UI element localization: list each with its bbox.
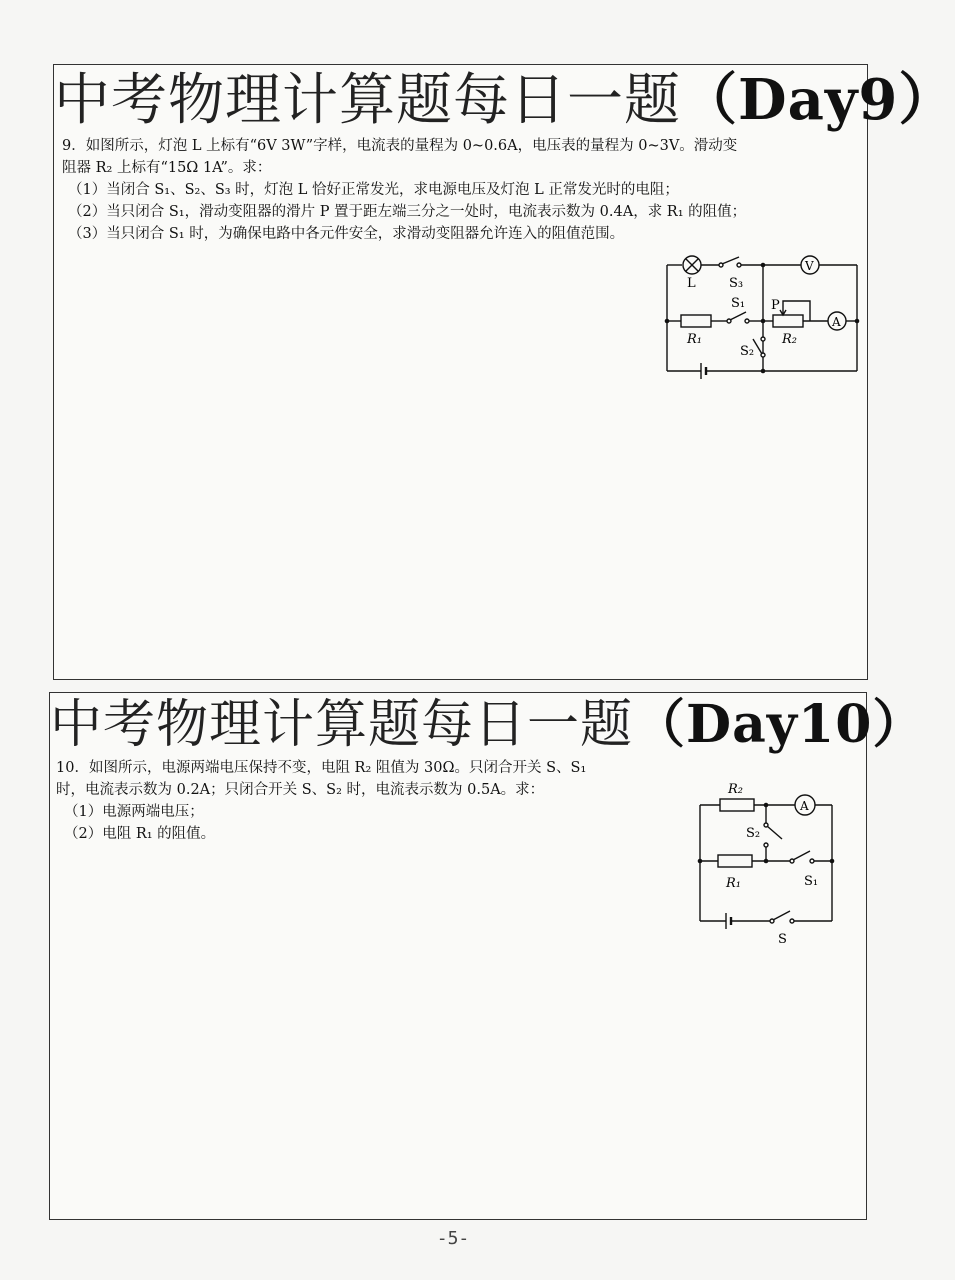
label-s3: S₃ [729, 276, 744, 291]
day10-question-2: （2）电阻 R₁ 的阻值。 [64, 826, 216, 842]
switch-s3 [722, 257, 739, 264]
day9-question-2: （2）当只闭合 S₁，滑动变阻器的滑片 P 置于距左端三分之一处时，电流表示数为 0.4A，求 R₁ 的阻值； [68, 204, 747, 220]
page-number: -5- [436, 1228, 470, 1249]
label-r2: R₂ [782, 332, 797, 347]
day10-title-cn: 中考物理计算题每日一题 [50, 695, 634, 755]
day9-title-cn: 中考物理计算题每日一题 [54, 68, 681, 133]
day10-switch-s2 [767, 826, 782, 839]
day9-question-1: （1）当闭合 S₁、S₂、S₃ 时，灯泡 L 恰好正常发光，求电源电压及灯泡 L 正常发光时的电阻； [68, 182, 679, 198]
day9-question-3: （3）当只闭合 S₁ 时，为确保电路中各元件安全，求滑动变阻器允许连入的阻值范围。 [68, 226, 625, 242]
day10-line-2: 时，电流表示数为 0.2A；只闭合开关 S、S₂ 时，电流表示数为 0.5A。求： [56, 782, 545, 798]
day9-card [53, 64, 955, 680]
day9-title [54, 67, 955, 134]
day10-r1-symbol [718, 855, 752, 867]
day10-switch-s1 [793, 851, 810, 860]
label-s1: S₁ [731, 296, 746, 311]
day10-circuit-diagram [686, 775, 846, 947]
day10-label-r1: R₁ [726, 876, 741, 891]
label-p: P [771, 298, 780, 313]
day9-title-tag: （Day9） [681, 67, 955, 133]
day10-label-s2: S₂ [746, 826, 761, 841]
label-r1: R₁ [687, 332, 702, 347]
label-v: V [805, 259, 814, 273]
day10-title-tag: （Day10） [633, 694, 926, 755]
day9-line-2: 阻器 R₂ 上标有“15Ω 1A”。求： [62, 160, 272, 176]
switch-s2 [753, 339, 762, 354]
r1-symbol [681, 315, 711, 327]
day9-line-1: 9．如图所示，灯泡 L 上标有“6V 3W”字样，电流表的量程为 0~0.6A，电压表的量程为 0~3V。滑动变 [62, 138, 738, 154]
day10-label-r2: R₂ [728, 782, 743, 797]
day10-card [49, 692, 926, 1220]
day10-r2-symbol [720, 799, 754, 811]
day10-question-1: （1）电源两端电压； [64, 804, 204, 820]
day9-circuit-diagram [659, 251, 863, 381]
r2-symbol [773, 315, 803, 327]
label-s2: S₂ [740, 344, 755, 359]
label-l: L [687, 276, 696, 291]
day10-line-1: 10．如图所示，电源两端电压保持不变，电阻 R₂ 阻值为 30Ω。只闭合开关 S、S₁ [56, 760, 587, 776]
day10-label-a: A [800, 799, 809, 813]
day10-title [50, 693, 926, 757]
day10-label-s1: S₁ [804, 874, 819, 889]
day10-switch-s [773, 911, 790, 920]
day10-label-s: S [778, 932, 787, 947]
label-a: A [832, 315, 841, 329]
switch-s1 [730, 312, 746, 320]
